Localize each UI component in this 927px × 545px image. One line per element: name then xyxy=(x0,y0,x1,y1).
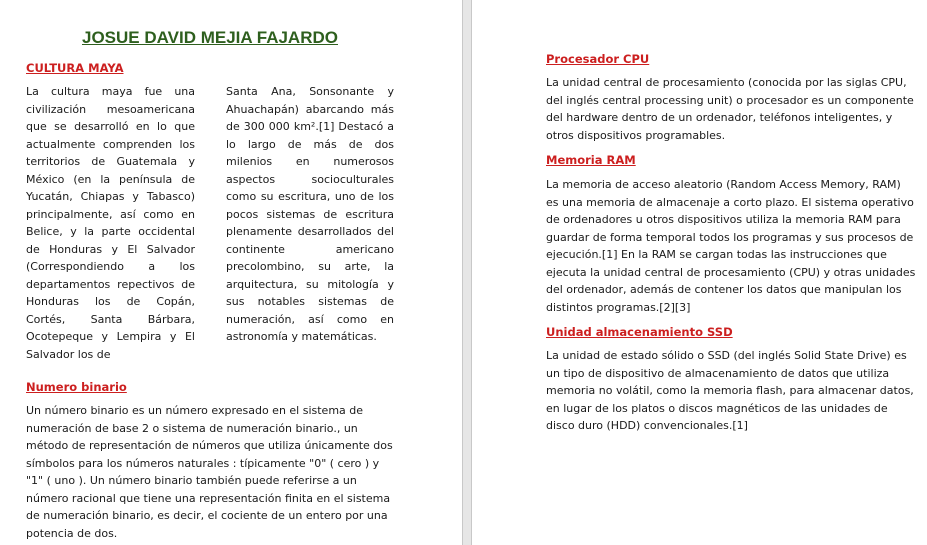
heading-cultura-maya: CULTURA MAYA xyxy=(26,61,124,75)
ssd-paragraph: La unidad de estado sólido o SSD (del inglés Solid State Drive) es un tipo de dispositivo de almacenamiento de datos que utiliza memoria no volátil, como la memoria flash, para almacenar datos, en lugar de los platos o discos magnéticos de las unidades de disco duro (HDD) convencionales.[1] xyxy=(546,349,914,432)
ram-paragraph: La memoria de acceso aleatorio (Random Access Memory, RAM) es una memoria de almacenaje a corto plazo. El sistema operativo de ordenadores u otros dispositivos utiliza la memoria RAM para guardar de forma temporal todos los programas y sus procesos de ejecución.[1] En la RAM se cargan todas las instrucciones que ejecuta la unidad central de procesamiento (CPU) y otras unidades del ordenador, además de contener los datos que manipulan los distintos programas.[2][3] xyxy=(546,178,916,314)
cpu-paragraph: La unidad central de procesamiento (conocida por las siglas CPU, del inglés central processing unit) o procesador es un componente del hardware dentro de un ordenador, teléfonos inteligentes, y otros dispositivos programables. xyxy=(546,76,914,142)
heading-procesador-cpu: Procesador CPU xyxy=(546,52,650,66)
cultura-column-1: La cultura maya fue una civilización mesoamericana que se desarrolló en lo que actualmente comprenden los territorios de Guatemala y México (en la península de Yucatán, Chiapas y Tabasco) principalmente, así como en Belice, y la parte occidental de Honduras y El Salvador (Correspondiendo a los departamentos repectivos de Honduras los de Copán, Cortés, Santa Bárbara, Ocotepeque y Lempira y El Salvador los de xyxy=(26,85,195,361)
page-gutter xyxy=(462,0,472,545)
heading-unidad-ssd: Unidad almacenamiento SSD xyxy=(546,325,733,339)
cultura-column-2: Santa Ana, Sonsonante y Ahuachapán) abarcando más de 300 000 km².[1] Destacó a lo largo de más de dos milenios en numerosos aspectos socioculturales como su escritura, uno de los pocos sistemas de escritura plenamente desarrollados del continente americano precolombino, su arte, la arquitectura, su mitología y sus notables sistemas de numeración, así como en astronomía y matemáticas. xyxy=(226,85,394,343)
document-title: JOSUE DAVID MEJIA FAJARDO xyxy=(82,28,338,47)
binario-paragraph: Un número binario es un número expresado en el sistema de numeración de base 2 o sistema de numeración binario., un método de representación de números que utiliza únicamente dos símbolos para los números naturales : típicamente "0" ( cero ) y "1" ( uno ). Un número binario también puede referirse a un número racional que tiene una representación finita en el sistema de numeración binario, es decir, el cociente de un entero por una potencia de dos. xyxy=(26,404,393,540)
heading-memoria-ram: Memoria RAM xyxy=(546,153,636,167)
document-page-right xyxy=(472,0,927,545)
document-page-left xyxy=(0,0,462,545)
heading-numero-binario: Numero binario xyxy=(26,380,127,394)
